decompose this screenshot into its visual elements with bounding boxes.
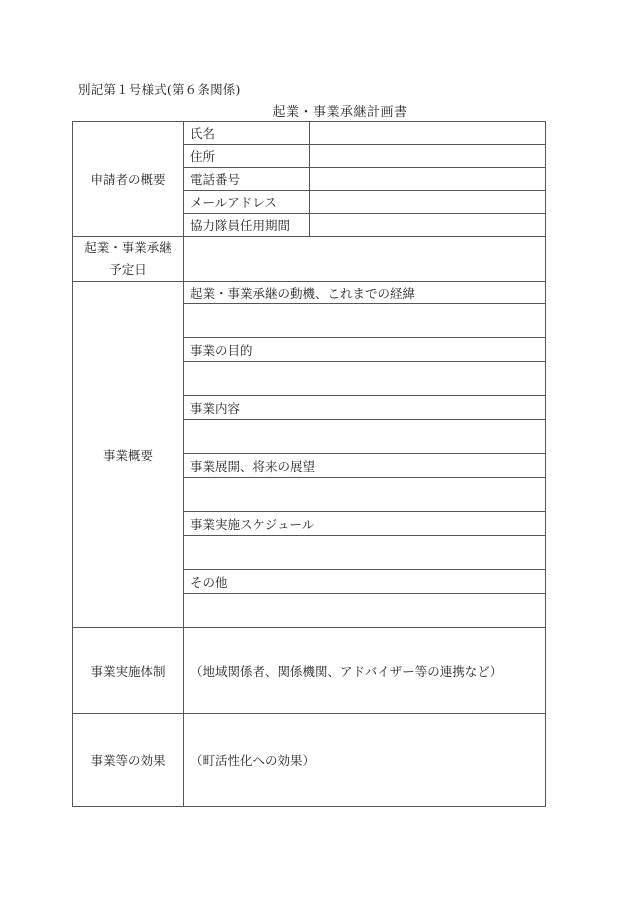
implementation-heading: 事業実施体制	[73, 628, 184, 714]
document-title: 起業・事業承継計画書	[272, 105, 408, 120]
overview-label-schedule: 事業実施スケジュール	[184, 512, 546, 536]
field-label-term: 協力隊員任用期間	[184, 214, 310, 237]
field-value-term[interactable]	[310, 214, 546, 237]
overview-input-schedule[interactable]	[184, 536, 546, 570]
field-label-email: メールアドレス	[184, 191, 310, 214]
effects-input[interactable]	[184, 714, 546, 807]
overview-input-purpose[interactable]	[184, 362, 546, 396]
overview-label-outlook: 事業展開、将来の展望	[184, 454, 546, 478]
applicant-row-name	[73, 122, 546, 145]
overview-input-other[interactable]	[184, 594, 546, 628]
effects-heading: 事業等の効果	[73, 714, 184, 807]
field-value-phone[interactable]	[310, 168, 546, 191]
implementation-row	[73, 628, 546, 714]
planned-date-value[interactable]	[184, 237, 546, 282]
plan-form-table	[72, 121, 546, 807]
form-number-label: 別記第１号様式(第６条関係)	[78, 82, 241, 97]
overview-label-motive: 起業・事業承継の動機、これまでの経緯	[184, 282, 546, 304]
implementation-note: （地域関係者、関係機関、アドバイザー等の連携など）	[190, 663, 503, 679]
applicant-heading: 申請者の概要	[73, 122, 184, 237]
planned-date-heading-line2: 予定日	[109, 262, 147, 277]
overview-input-motive[interactable]	[184, 304, 546, 338]
planned-date-heading	[73, 237, 184, 282]
overview-heading: 事業概要	[73, 282, 184, 628]
field-value-email[interactable]	[310, 191, 546, 214]
field-label-address: 住所	[184, 145, 310, 168]
planned-date-heading-line1: 起業・事業承継	[84, 240, 172, 255]
field-label-phone: 電話番号	[184, 168, 310, 191]
overview-label-purpose: 事業の目的	[184, 338, 546, 362]
field-value-name[interactable]	[310, 122, 546, 145]
overview-label-content: 事業内容	[184, 396, 546, 420]
planned-date-row	[73, 237, 546, 282]
overview-row-motive-label	[73, 282, 546, 304]
field-label-name: 氏名	[184, 122, 310, 145]
field-value-address[interactable]	[310, 145, 546, 168]
overview-label-other: その他	[184, 570, 546, 594]
overview-input-outlook[interactable]	[184, 478, 546, 512]
implementation-input[interactable]	[184, 628, 546, 714]
overview-input-content[interactable]	[184, 420, 546, 454]
effects-note: （町活性化への効果）	[190, 753, 316, 768]
effects-row	[73, 714, 546, 807]
